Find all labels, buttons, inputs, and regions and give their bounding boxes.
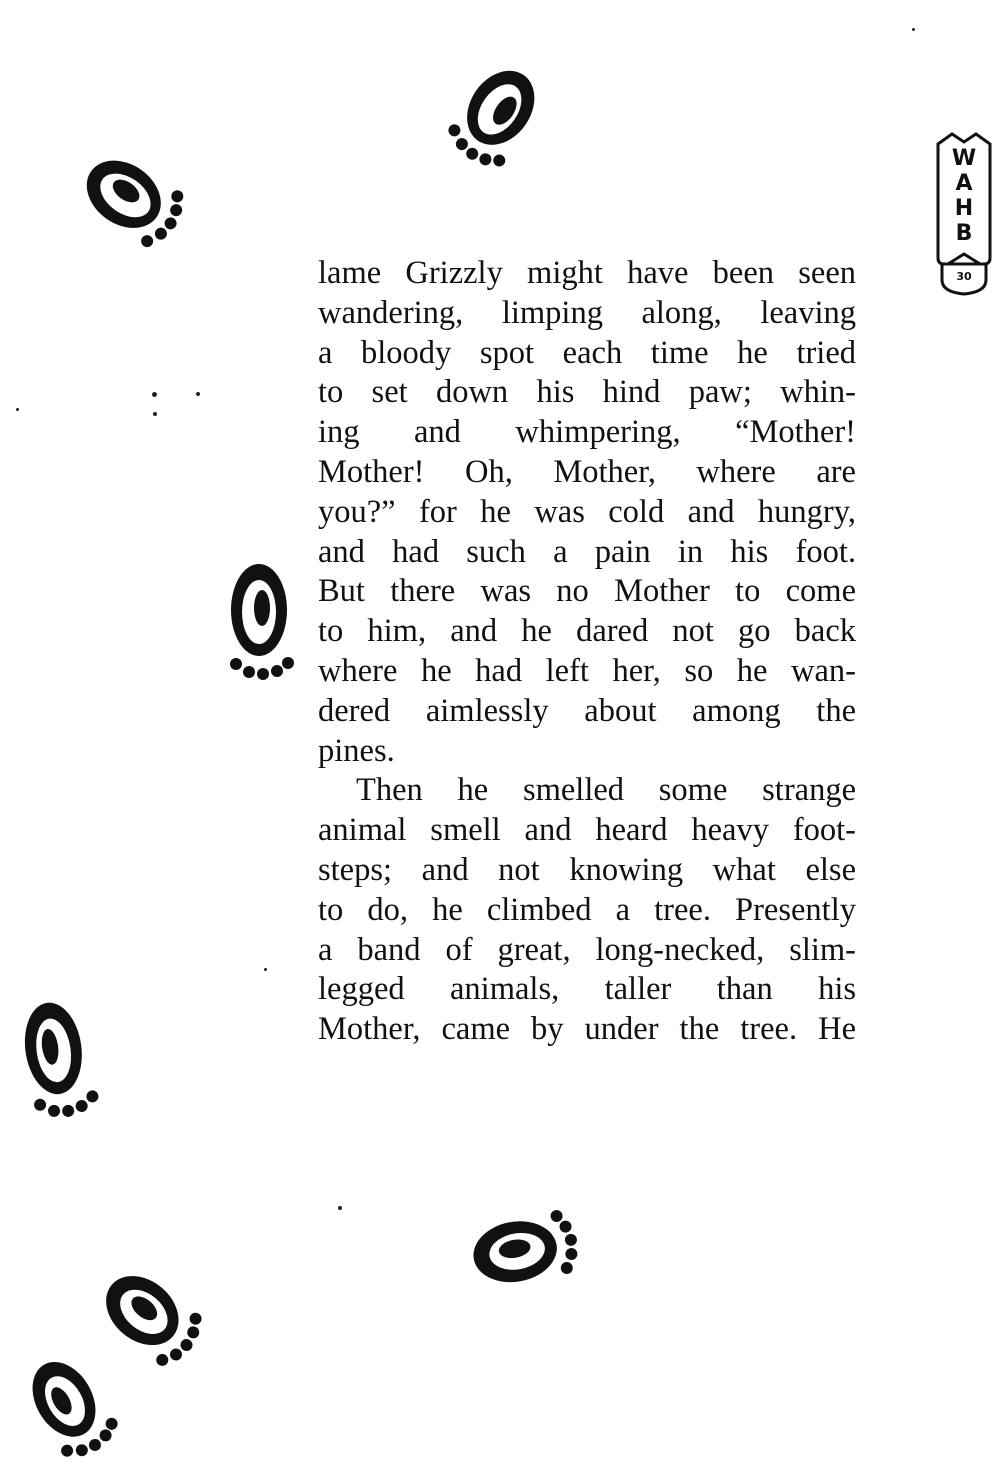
bear-paw-print-icon (214, 552, 304, 692)
text-line: to do, he climbed a tree. Presently (318, 891, 856, 928)
page-number: 30 (956, 270, 972, 283)
bear-paw-print-icon (455, 1200, 595, 1300)
text-line: and had such a pain in his foot. (318, 533, 856, 570)
text-line: wandering, limping along, leaving (318, 294, 856, 331)
text-line: animal smell and heard heavy foot- (318, 812, 856, 849)
tab-letter: A (955, 171, 973, 196)
text-line: to him, and he dared not go back (318, 613, 856, 650)
bear-paw-print-icon (440, 56, 550, 176)
text-line: Then he smelled some strange (356, 772, 856, 809)
text-line: But there was no Mother to come (318, 573, 856, 610)
ink-speck (338, 1206, 342, 1210)
margin-tab-letters (934, 146, 994, 246)
text-line: dered aimlessly about among the (318, 692, 856, 729)
text-line: ing and whimpering, “Mother! (318, 414, 856, 451)
ink-speck (153, 412, 157, 416)
text-line: to set down his hind paw; whin- (318, 374, 856, 411)
bear-paw-print-icon (72, 140, 192, 260)
ink-speck (16, 408, 19, 411)
ink-speck (152, 392, 157, 397)
tab-letter: W (951, 146, 977, 171)
text-line: where he had left her, so he wan- (318, 652, 856, 689)
text-line: pines. (318, 732, 395, 769)
text-line: a bloody spot each time he tried (318, 334, 856, 371)
ink-speck (264, 968, 267, 971)
text-line: Mother! Oh, Mother, where are (318, 453, 856, 490)
text-line: a band of great, long-necked, slim- (318, 931, 856, 968)
text-line: lame Grizzly might have been seen (318, 255, 856, 291)
bear-paw-print-icon (10, 990, 105, 1130)
ink-speck (912, 28, 915, 31)
tab-letter: H (954, 196, 974, 221)
text-line: steps; and not knowing what else (318, 851, 856, 888)
text-line: you?” for he was cold and hungry, (318, 493, 856, 530)
ink-speck (196, 392, 200, 396)
text-line: Mother, came by under the tree. He (318, 1011, 856, 1048)
bear-paw-print-icon (14, 1352, 124, 1464)
tab-letter: B (955, 221, 973, 246)
body-text (318, 254, 856, 1050)
text-line: legged animals, taller than his (318, 971, 856, 1008)
